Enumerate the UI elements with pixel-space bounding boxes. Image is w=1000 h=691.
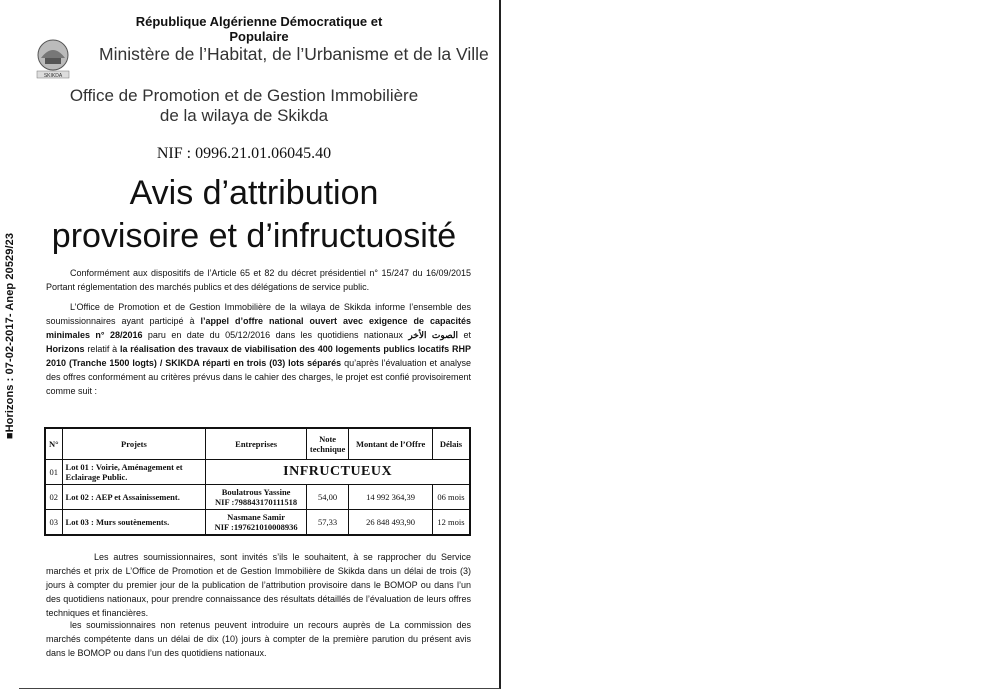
header-note: Note technique [306,428,348,460]
row-delais: 12 mois [432,510,470,536]
row-num: 01 [45,460,62,485]
entreprise-nif: NIF :798843170111518 [215,497,298,507]
row-entreprise [206,510,307,536]
title-line-2: provisoire et d’infructuosité [51,217,457,255]
side-strip [0,0,18,691]
p2-text-i: qu’après l’évaluation et analyse des offres conformément au critères prévus dans le cahier des charges, le projet est confié provisoirement comme suit : [46,358,471,396]
p2-tender-ref: l’appel d’offre national ouvert avec exigence de capacités minimales n° 28/2016 [46,316,471,340]
row-montant: 14 992 364,39 [349,485,433,510]
p2-newspaper-horizons: Horizons [46,344,85,354]
row-status-infructueux: INFRUCTUEUX [206,460,470,485]
header-num: N° [45,428,62,460]
row-entreprise [206,485,307,510]
results-table [44,427,471,536]
row-delais: 06 mois [432,485,470,510]
office-line-1: Office de Promotion et de Gestion Immobilière [69,86,419,105]
row-num: 03 [45,510,62,536]
table-header-row [45,428,470,460]
row-note: 57,33 [306,510,348,536]
table-row [45,510,470,536]
paragraph-other-bidders: Les autres soumissionnaires, sont invités s’ils le souhaitent, à se rapprocher du Service marchés et prix de L’Office de Promotion et de Gestion Immobilière de Skikda dans un délai de trois (3) jours à compter du premier jour de la publication de l’attribution provisoire dans le BOMOP ou dans l’un des quotidiens nationaux, pour prendre connaissance des résultats détaillés de l’évaluation de leurs offres techniques et financières. [46,552,471,618]
office-logo-icon [33,38,73,80]
paragraph-legal-basis: Conformément aux dispositifs de l’Article 65 et 82 du décret présidentiel n° 15/247 du 16/09/2015 Portant réglementation des marchés publics et des délégations de service public. [46,268,471,292]
side-label: ■Horizons : 07-02-2017- Anep 20529/23 [4,232,16,440]
ministry-heading: Ministère de l’Habitat, de l’Urbanisme et de la Ville [99,44,489,64]
paragraph-appeal: les soumissionnaires non retenus peuvent introduire un recours auprès de La commission des marchés compétente dans un délai de dix (10) jours à compter de la première parution du présent avis dans le BOMOP ou dans l’un des quotidiens nationaux. [46,620,471,658]
notice-page [19,0,501,689]
office-line-2: de la wilaya de Skikda [159,106,329,125]
header-montant: Montant de l’Offre [349,428,433,460]
p2-text-c: paru en date du 05/12/2016 dans les quotidiens nationaux [142,330,409,340]
entreprise-nif: NIF :197621010008936 [214,522,298,532]
table-row [45,485,470,510]
row-num: 02 [45,485,62,510]
republic-heading: République Algérienne Démocratique et Populaire [135,14,383,44]
header-projets: Projets [62,428,206,460]
header-delais: Délais [432,428,470,460]
p2-newspaper-arabic: الصوت الأخر [408,330,459,340]
row-projet: Lot 02 : AEP et Assainissement. [62,485,206,510]
office-heading [19,86,469,126]
header-entreprises: Entreprises [206,428,307,460]
notice-title [19,172,489,258]
p2-text-e: et [458,330,471,340]
entreprise-name: Nasmane Samir [227,512,286,522]
row-projet: Lot 03 : Murs soutènements. [62,510,206,536]
row-projet: Lot 01 : Voirie, Aménagement et Eclairage Public. [62,460,206,485]
paragraph-announcement [46,300,471,398]
entreprise-name: Boulatrous Yassine [221,487,291,497]
title-line-1: Avis d’attribution [129,174,379,212]
p2-text-g: relatif à [84,344,120,354]
table-row [45,460,470,485]
p2-project-desc: la réalisation des travaux de viabilisation des 400 logements publics locatifs RHP 2010 (Tranche 1500 logts) / SKIKDA réparti en trois (03) lots séparés [46,344,472,368]
logo-text: SKIKDA [43,73,63,79]
nif-number: NIF : 0996.21.01.06045.40 [156,145,332,162]
row-note: 54,00 [306,485,348,510]
p2-text-a: L’Office de Promotion et de Gestion Immobilière de la wilaya de Skikda informe l’ensemble des soumissionnaires ayant participé à [46,302,471,326]
row-montant: 26 848 493,90 [349,510,433,536]
